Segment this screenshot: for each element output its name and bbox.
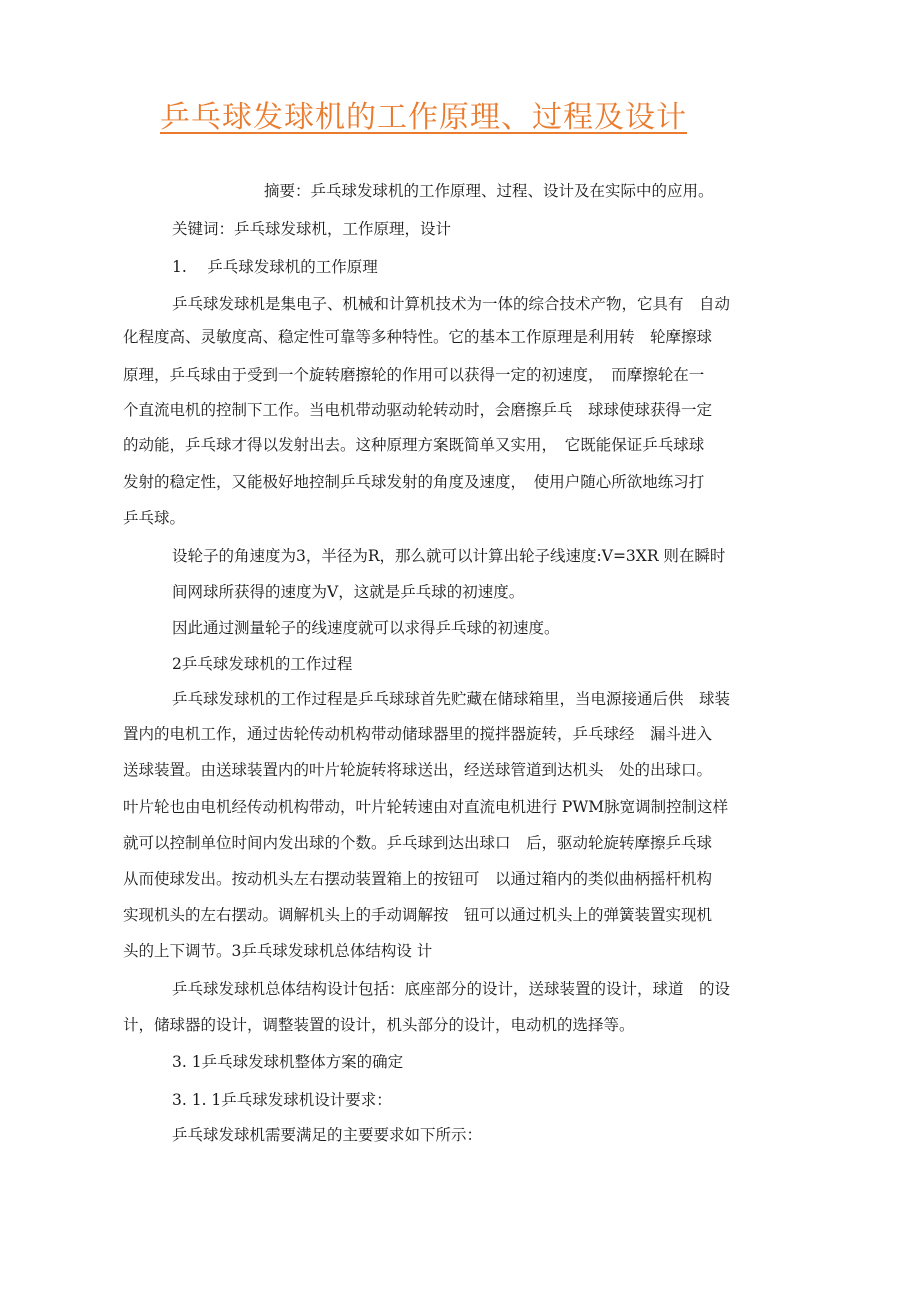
text-line: 个直流电机的控制下工作。当电机带动驱动轮转动时，会磨擦乒乓 球球使球获得一定 xyxy=(123,401,713,419)
text-line: 3. 1乒乓球发球机整体方案的确定 xyxy=(172,1053,404,1071)
text-line: 化程度高、灵敏度高、稳定性可靠等多种特性。它的基本工作原理是利用转 轮摩擦球 xyxy=(123,328,713,346)
text-line: 乒乓球发球机总体结构设计包括：底座部分的设计，送球装置的设计，球道 的设 xyxy=(172,980,731,998)
text-line: 从而使球发出。按动机头左右摆动装置箱上的按钮可 以通过箱内的类似曲柄摇杆机构 xyxy=(123,870,713,888)
text-line: 置内的电机工作，通过齿轮传动机构带动储球器里的搅拌器旋转，乒乓球经 漏斗进入 xyxy=(123,725,713,743)
text-line: 2乒乓球发球机的工作过程 xyxy=(172,655,353,673)
text-line: 实现机头的左右摆动。调解机头上的手动调解按 钮可以通过机头上的弹簧装置实现机 xyxy=(123,906,713,924)
text-line: 乒乓球。 xyxy=(123,509,186,527)
text-line: 间网球所获得的速度为V，这就是乒乓球的初速度。 xyxy=(172,583,525,601)
text-line: 送球装置。由送球装置内的叶片轮旋转将球送出，经送球管道到达机头 处的出球口。 xyxy=(123,761,713,779)
text-line: 乒乓球发球机是集电子、机械和计算机技术为一体的综合技术产物，它具有 自动 xyxy=(172,295,731,313)
text-line: 发射的稳定性，又能极好地控制乒乓球发射的角度及速度， 使用户随心所欲地练习打 xyxy=(123,473,705,491)
text-line: 头的上下调节。3乒乓球发球机总体结构设 计 xyxy=(123,942,433,960)
text-line: 3. 1. 1乒乓球发球机设计要求： xyxy=(172,1091,392,1109)
text-line: 乒乓球发球机的工作过程是乒乓球球首先贮藏在储球箱里，当电源接通后供 球装 xyxy=(172,690,731,708)
text-line: 摘要：乒乓球发球机的工作原理、过程、设计及在实际中的应用。 xyxy=(264,182,714,200)
text-line: 乒乓球发球机需要满足的主要要求如下所示： xyxy=(172,1126,483,1144)
text-line: 就可以控制单位时间内发出球的个数。乒乓球到达出球口 后，驱动轮旋转摩擦乒乓球 xyxy=(123,834,713,852)
text-line: 因此通过测量轮子的线速度就可以求得乒乓球的初速度。 xyxy=(172,619,560,637)
text-line: 的动能，乒乓球才得以发射出去。这种原理方案既简单又实用， 它既能保证乒乓球球 xyxy=(123,436,705,454)
text-line: 设轮子的角速度为3，半径为R，那么就可以计算出轮子线速度:V=3XR 则在瞬时 xyxy=(172,547,726,565)
text-line: 计，储球器的设计，调整装置的设计，机头部分的设计，电动机的选择等。 xyxy=(123,1016,635,1034)
text-line: 原理，乒乓球由于受到一个旋转磨擦轮的作用可以获得一定的初速度， 而摩擦轮在一 xyxy=(123,366,705,384)
text-line: 1. 乒乓球发球机的工作原理 xyxy=(172,258,378,276)
text-line: 关键词：乒乓球发球机，工作原理，设计 xyxy=(172,220,452,238)
document-title: 乒乓球发球机的工作原理、过程及设计 xyxy=(160,100,687,135)
text-line: 叶片轮也由电机经传动机构带动，叶片轮转速由对直流电机进行 PWM脉宽调制控制这样 xyxy=(123,798,729,816)
